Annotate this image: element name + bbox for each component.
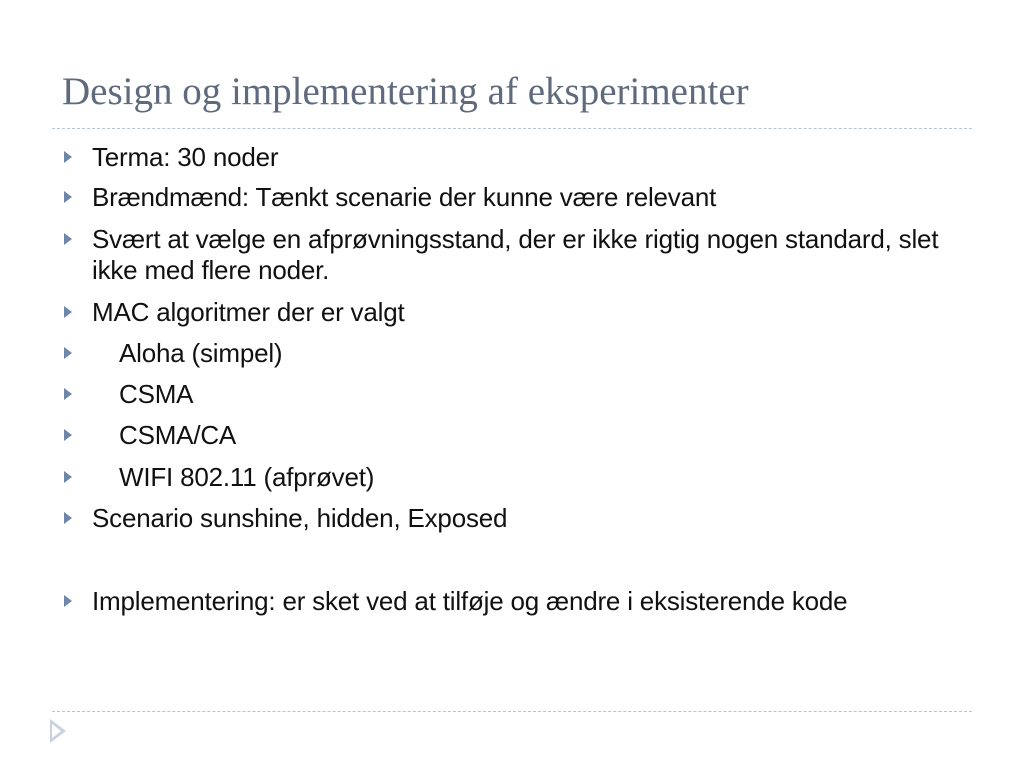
bullet-text: MAC algoritmer der er valgt [92, 297, 405, 327]
bullet-text: Scenario sunshine, hidden, Exposed [92, 503, 508, 533]
triangle-bullet-icon [64, 471, 72, 483]
bullet-text: CSMA/CA [119, 420, 237, 450]
bullet-text: CSMA [119, 379, 194, 409]
bullet-text: Svært at vælge en afprøvningsstand, der er ikke rigtig nogen standard, slet ikke med flere noder. [92, 224, 946, 285]
triangle-bullet-icon [64, 595, 72, 607]
triangle-bullet-icon [64, 306, 72, 318]
bullet-text: Terma: 30 noder [92, 142, 279, 172]
triangle-bullet-icon [64, 151, 72, 163]
triangle-bullet-icon [64, 388, 72, 400]
slide-title: Design og implementering af eksperimenter [62, 70, 749, 113]
triangle-bullet-icon [64, 347, 72, 359]
bullet-text: WIFI 802.11 (afprøvet) [119, 462, 375, 492]
triangle-bullet-icon [64, 512, 72, 524]
triangle-bullet-icon [64, 429, 72, 441]
bullet-text: Aloha (simpel) [119, 338, 283, 368]
footer-divider [52, 711, 972, 712]
bullet-text: Brændmænd: Tænkt scenarie der kunne være relevant [92, 182, 717, 212]
title-divider [52, 128, 972, 129]
triangle-bullet-icon [64, 191, 72, 203]
triangle-bullet-icon [64, 233, 72, 245]
bullet-text: Implementering: er sket ved at tilføje og ændre i eksisterende kode [92, 586, 848, 616]
next-slide-arrow-icon[interactable] [50, 719, 66, 743]
